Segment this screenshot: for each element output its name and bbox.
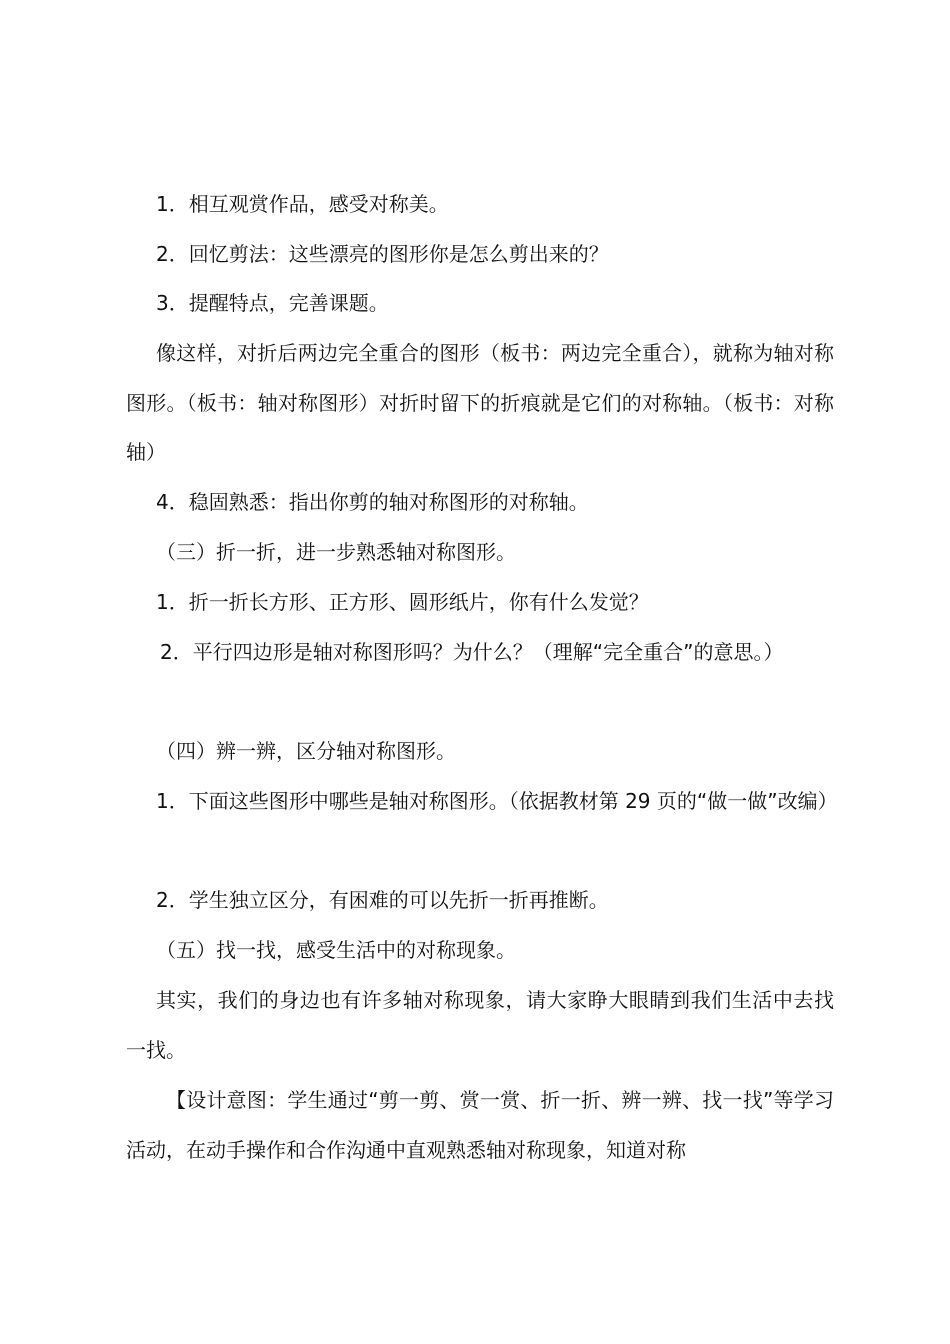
paragraph-10: 其实，我们的身边也有许多轴对称现象，请大家睁大眼睛到我们生活中去找一找。 [126,988,834,1062]
section-heading-5: （五）找一找，感受生活中的对称现象。 [156,938,516,962]
paragraph-8: 1．下面这些图形中哪些是轴对称图形。（依据教材第 29 页的“做一做”改编） [156,789,838,813]
paragraph-7: 2．平行四边形是轴对称图形吗？为什么？（理解“完全重合”的意思。） [160,640,784,664]
design-intent-paragraph: 【设计意图：学生通过“剪一剪、赏一赏、折一折、辨一辨、找一找”等学习活动，在动手操作和合作沟通中直观熟悉轴对称现象，知道对称 [126,1088,834,1162]
paragraph-1: 1．相互观赏作品，感受对称美。 [156,192,449,216]
paragraph-5: 4．稳固熟悉：指出你剪的轴对称图形的对称轴。 [156,490,589,514]
section-heading-4: （四）辨一辨，区分轴对称图形。 [156,739,456,763]
paragraph-6: 1．折一折长方形、正方形、圆形纸片，你有什么发觉？ [156,590,649,614]
paragraph-9: 2．学生独立区分，有困难的可以先折一折再推断。 [156,888,609,912]
paragraph-3: 3．提醒特点，完善课题。 [156,291,389,315]
paragraph-4: 像这样，对折后两边完全重合的图形（板书：两边完全重合），就称为轴对称图形。（板书：轴对称图形）对折时留下的折痕就是它们的对称轴。（板书：对称轴） [126,341,834,464]
paragraph-2: 2．回忆剪法：这些漂亮的图形你是怎么剪出来的？ [156,242,609,266]
section-heading-3: （三）折一折，进一步熟悉轴对称图形。 [156,540,516,564]
